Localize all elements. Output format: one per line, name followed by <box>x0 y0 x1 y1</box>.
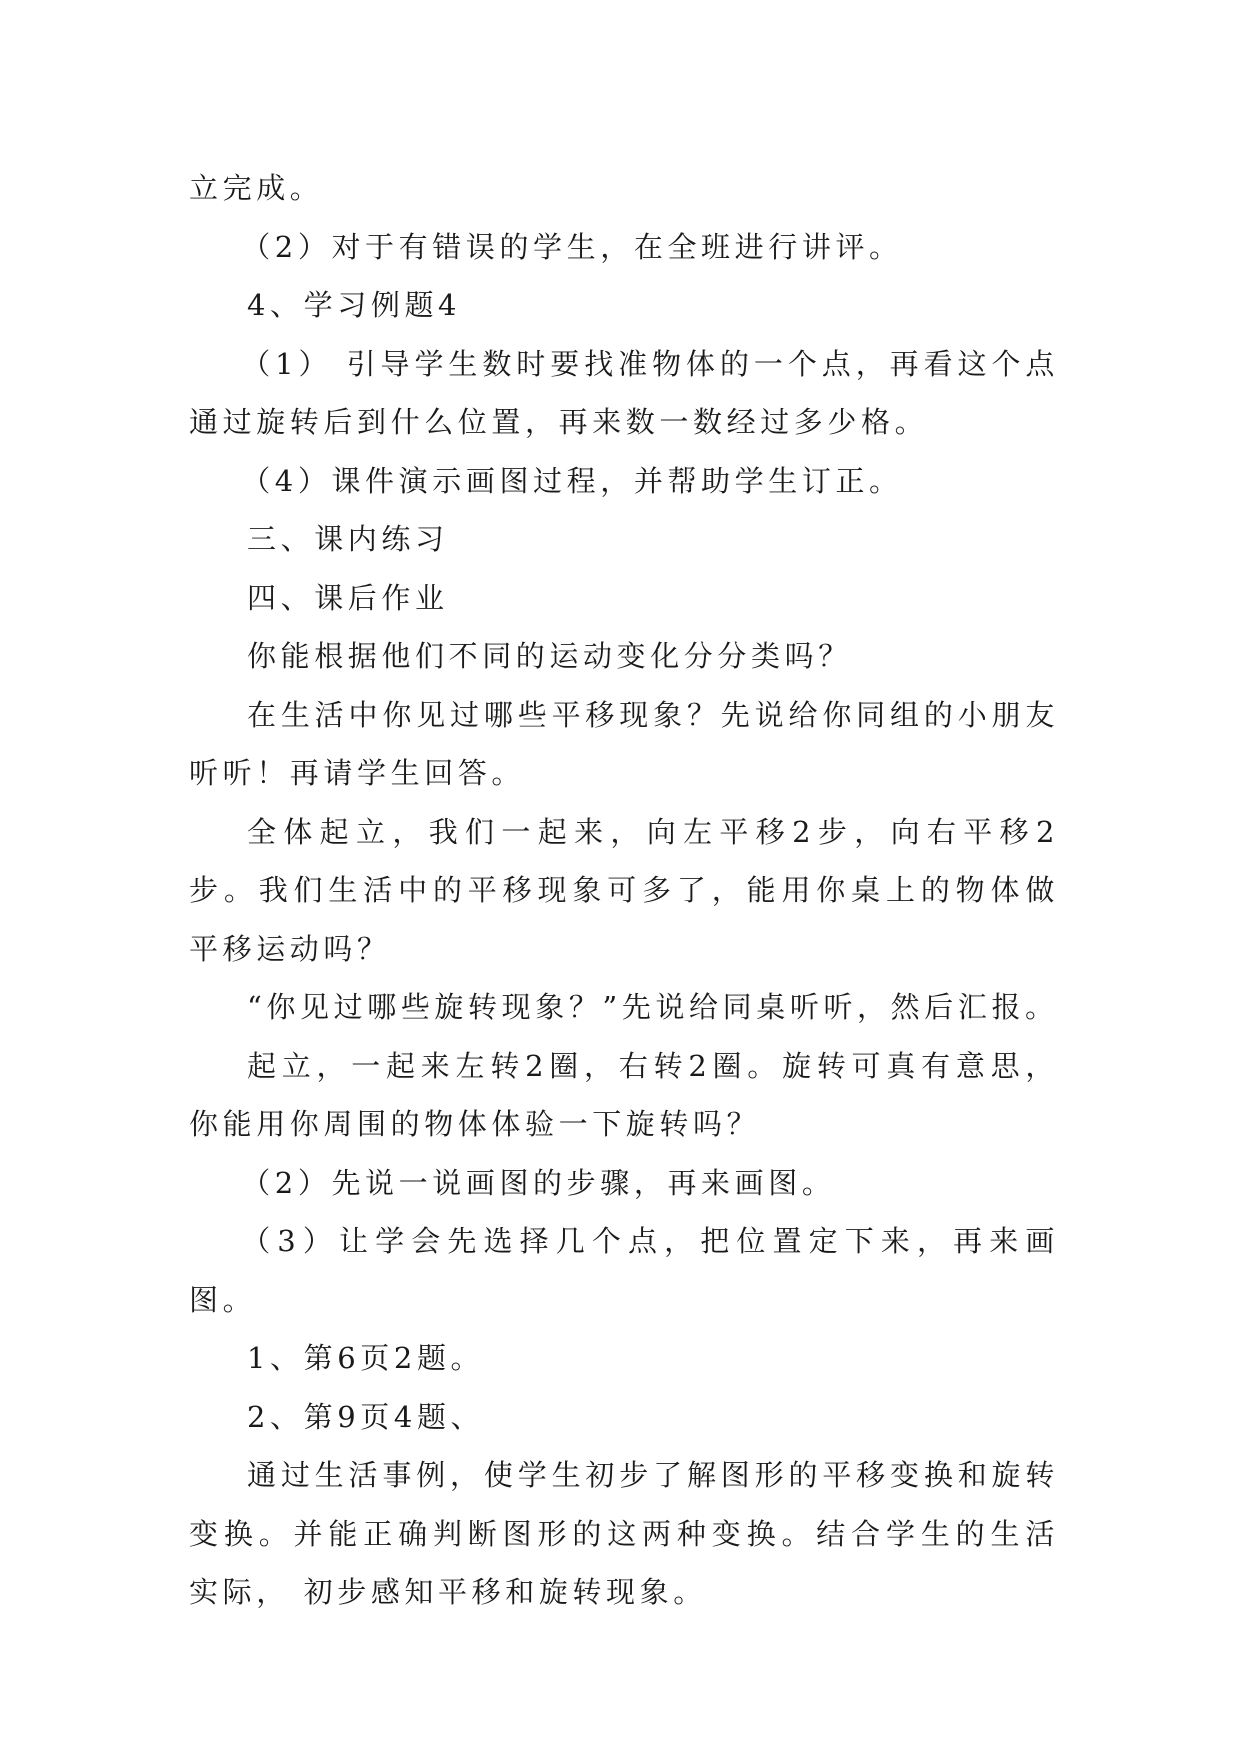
paragraph-drawing-steps: （2）先说一说画图的步骤，再来画图。 <box>241 1165 836 1200</box>
paragraph-heading-classroom-practice: 三、课内练习 <box>247 522 449 556</box>
paragraph-exercise-1: 1、第6页2题。 <box>247 1341 485 1375</box>
paragraph-translation-activity: 全体起立，我们一起来，向左平移2步，向右平移2步。我们生活中的平移现象可多了，能用你桌上的物体做平移运动吗？ <box>189 814 1059 966</box>
paragraph-exercise-2: 2、第9页4题、 <box>247 1399 485 1434</box>
paragraph-summary: 通过生活事例，使学生初步了解图形的平移变换和旋转变换。并能正确判断图形的这两种变换。结合学生的生活实际， 初步感知平移和旋转现象。 <box>189 1458 1059 1609</box>
paragraph-rotation-activity: 起立，一起来左转2圈，右转2圈。旋转可真有意思，你能用你周围的物体体验一下旋转吗？ <box>189 1048 1059 1141</box>
paragraph-translation-examples: 在生活中你见过哪些平移现象？先说给你同组的小朋友听听！再请学生回答。 <box>189 697 1059 790</box>
paragraph-item-4: （4）课件演示画图过程，并帮助学生订正。 <box>241 463 903 498</box>
paragraph-item-1: （1） 引导学生数时要找准物体的一个点，再看这个点通过旋转后到什么位置，再来数一数经过多少格。 <box>189 346 1059 439</box>
paragraph-rotation-question: “你见过哪些旋转现象？”先说给同桌听听，然后汇报。 <box>247 990 1059 1024</box>
paragraph-item-2: （2）对于有错误的学生，在全班进行讲评。 <box>241 229 903 264</box>
paragraph-continuation: 立完成。 <box>189 171 324 205</box>
paragraph-heading-example-4: 4、学习例题4 <box>247 288 462 322</box>
document-body <box>189 159 1059 1622</box>
paragraph-question-classify: 你能根据他们不同的运动变化分分类吗？ <box>247 639 852 673</box>
paragraph-heading-homework: 四、课后作业 <box>247 580 449 615</box>
paragraph-drawing-points: （3）让学会先选择几个点，把位置定下来，再来画图。 <box>189 1224 1059 1317</box>
